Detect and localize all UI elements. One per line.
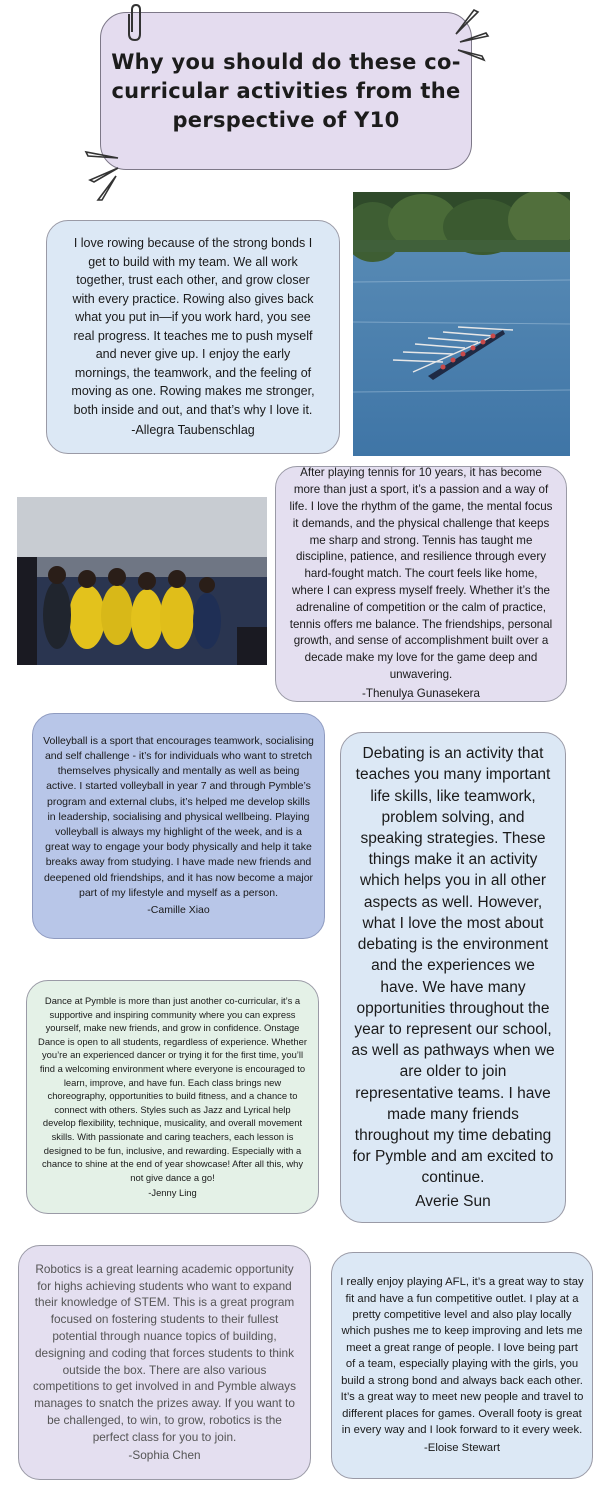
debating-testimonial-card xyxy=(340,732,566,1223)
rowing-testimonial-text: I love rowing because of the strong bonds I get to build with my team. We all work together, trust each other, and grow closer with every practice. Rowing also gives back what you put in—if you work hard, you see real progress. It teaches me to push myself and never give up. I enjoy the early mornings, the teamwork, and the feeling of moving as one. Rowing makes me stronger, both inside and out, and that’s why I love it. xyxy=(71,236,315,417)
volleyball-testimonial-text: Volleyball is a sport that encourages teamwork, socialising and self challenge - it’s for individuals who want to stretch themselves physically and mentally as well as being active. I started volleyball in year 7 and through Pymble’s program and external clubs, it’s helped me develop skills in leadership, socialising and physical wellbeing. Playing volleyball is always my highlight of the week, and is a great way to engage your body physically and help it take breaks away from studying. I have made new friends and deepened old friendships, and it has now become a major part of my lifestyle and myself as a person. xyxy=(43,734,314,899)
rowing-photo xyxy=(353,192,570,456)
robotics-testimonial-card xyxy=(18,1245,311,1480)
title-card xyxy=(100,12,472,170)
debating-testimonial-text: Debating is an activity that teaches you many important life skills, like teamwork, problem solving, and speaking strategies. These things make it an activity which helps you in all other aspects as well. However, what I love the most about debating is the environment and the experiences we have. We have many opportunities throughout the year to represent our school, as well as pathways when we are older to join representative teams. I have made many friends throughout my time debating for Pymble and am excited to continue. xyxy=(351,745,555,1187)
dance-testimonial-text: Dance at Pymble is more than just another co-curricular, it’s a supportive and inspiring community where you can express yourself, make new friends, and grow in confidence. Onstage Dance is open to all students, regardless of experience. Whether you’re an experienced dancer or trying it for the first time, you’ll find a welcoming environment where everyone is encouraged to learn, improve, and have fun. Each class brings new choreography, opportunities to build fitness, and a chance to connect with others. Styles such as Jazz and Lyrical help develop flexibility, technique, musicality, and overall movement skills. With passionate and caring teachers, each lesson is designed to be fun, inclusive, and rewarding. Especially with a chance to shine at the end of year showcase! After all this, why not give dance a go! xyxy=(38,995,307,1183)
volleyball-testimonial-card xyxy=(32,713,325,939)
volleyball-testimonial-author: -Camille Xiao xyxy=(147,904,210,917)
rowing-testimonial-card xyxy=(46,220,340,454)
debating-testimonial-author: Averie Sun xyxy=(415,1192,491,1210)
volleyball-team-photo xyxy=(17,497,267,665)
rowing-testimonial-author: -Allegra Taubenschlag xyxy=(131,423,255,438)
sparkle-lines-icon xyxy=(452,8,492,68)
afl-testimonial-author: -Eloise Stewart xyxy=(424,1442,500,1455)
tennis-testimonial-card xyxy=(275,466,567,702)
page-title: Why you should do these co-curricular activities from the perspective of Y10 xyxy=(111,49,461,132)
afl-testimonial-card xyxy=(331,1252,593,1479)
robotics-testimonial-text: Robotics is a great learning academic opportunity for highs achieving students who want to expand their knowledge of STEM. This is a great program focused on fostering students to their fullest potential through nuance topics of building, designing and coding that forces students to think outside the box. There are also various competitions to get involved in and Pymble always manages to snatch the prizes away. If you want to be challenged, to win, to grow, robotics is the perfect class for you to join. xyxy=(33,1261,296,1444)
tennis-testimonial-text: After playing tennis for 10 years, it has become more than just a sport, it’s a passion and a way of life. I love the rhythm of the game, the mental focus it demands, and the physical challenge that keeps me sharp and strong. Tennis has taught me discipline, patience, and resilience through every hard-fought match. The court feels like home, where I can express myself freely. Whether it’s the adrenaline of competition or the calm of practice, tennis offers me balance. The friendships, personal growth, and sense of accomplishment built over a decade make my love for the game deep and unwavering. xyxy=(289,466,553,681)
sparkle-lines-icon xyxy=(82,150,122,204)
robotics-testimonial-author: -Sophia Chen xyxy=(128,1448,201,1463)
dance-testimonial-card xyxy=(26,980,319,1214)
paperclip-icon xyxy=(124,2,148,42)
afl-testimonial-text: I really enjoy playing AFL, it’s a great way to stay fit and have a fun competitive outlet. I play at a pretty competitive level and also play locally which pushes me to keep improving and lets me meet a great range of people. I love being part of a team, especially playing with the girls, you build a strong bond and always back each other. It’s a great way to meet new people and travel to different places for games. Overall footy is great in every way and I look forward to it every week. xyxy=(340,1276,584,1436)
tennis-testimonial-author: -Thenulya Gunasekera xyxy=(362,686,480,700)
dance-testimonial-author: -Jenny Ling xyxy=(148,1187,197,1199)
